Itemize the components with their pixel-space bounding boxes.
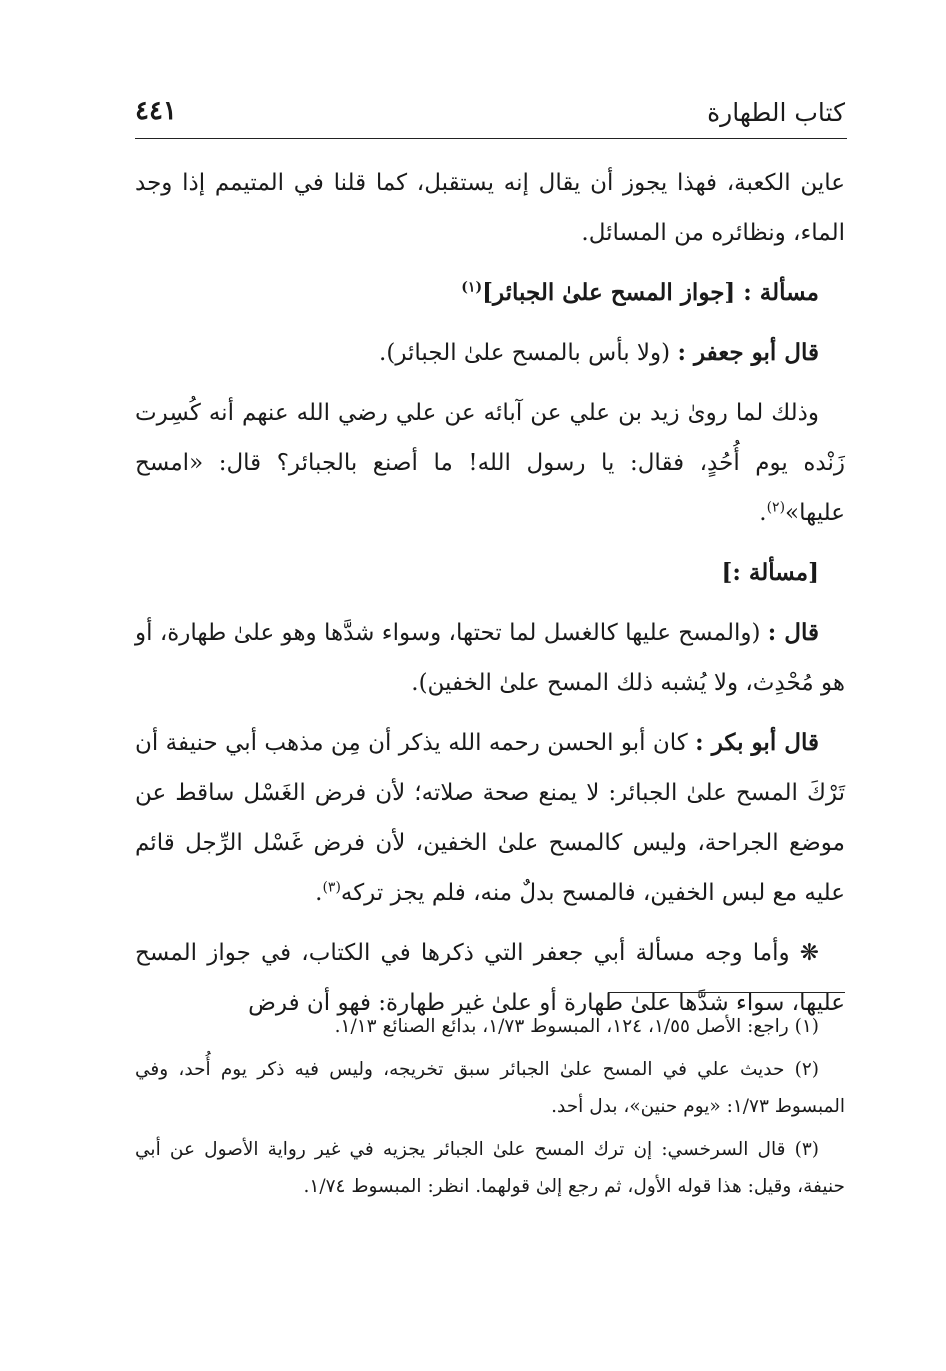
section-heading-1: مسألة : [جواز المسح علىٰ الجبائر]$^{(١)}$ xyxy=(461,279,819,306)
speaker-label: قال أبو جعفر : xyxy=(677,339,819,366)
paragraph-explanation: ❋ وأما وجه مسألة أبي جعفر التي ذكرها في الكتاب، في جواز المسح عليها، سواء شدَّها علىٰ طهارة أو علىٰ غير طهارة: فهو أن فرض xyxy=(135,940,845,1016)
footnotes xyxy=(135,1008,845,1211)
paragraph-narration: وذلك لما روىٰ زيد بن علي عن آبائه عن علي رضي الله عنهم أنه كُسِرت زَنْده يوم أُحُدٍ، فقال: يا رسول الله! ما أصنع بالجبائر؟ قال: «امسح عليها»$^{(٢)}$. xyxy=(135,400,845,526)
speaker-label: قال : xyxy=(767,619,820,646)
footnote-divider xyxy=(608,992,845,993)
footnote-ref-2[interactable]: (٢) xyxy=(766,499,786,516)
running-header xyxy=(135,90,845,138)
paragraph-abu-bakr: قال أبو بكر : كان أبو الحسن رحمه الله يذكر أن مِن مذهب أبي حنيفة أن تَرْكَ المسح علىٰ الجبائر: لا يمنع صحة صلاته؛ لأن فرض الغَسْل ساقط عن موضع الجراحة، وليس كالمسح علىٰ الخفين، لأن فرض غَسْل الرِّجل قائم عليه مع لبس الخفين، فالمسح بدلٌ منه، فلم يجز تركه$^{(٣)}$. xyxy=(135,729,845,906)
speaker-label: قال أبو بكر : xyxy=(695,729,819,756)
header-divider xyxy=(135,138,847,139)
footnote-1: (١) راجع: الأصل ١/٥٥، ١٢٤، المبسوط ١/٧٣، بدائع الصنائع ١/١٣. xyxy=(334,1016,819,1037)
main-text xyxy=(135,158,845,1038)
paragraph-continuation: عاين الكعبة، فهذا يجوز أن يقال إنه يستقبل، كما قلنا في المتيمم إذا وجد الماء، ونظائره من المسائل. xyxy=(135,170,845,246)
footnote-3: (٣) قال السرخسي: إن ترك المسح علىٰ الجبائر يجزيه في غير رواية الأصول عن أبي حنيفة، وقيل: هذا قوله الأول، ثم رجع إلىٰ قولهما. انظر: المبسوط ١/٧٤. xyxy=(135,1139,845,1197)
page-number: ٤٤١ xyxy=(135,96,177,126)
running-title: كتاب الطهارة xyxy=(707,98,845,127)
paragraph-qala: قال : (والمسح عليها كالغسل لما تحتها، وسواء شدَّها وهو علىٰ طهارة، أو هو مُحْدِث، ولا يُشبه ذلك المسح علىٰ الخفين). xyxy=(135,619,845,696)
footnote-ref-3[interactable]: (٣) xyxy=(322,879,341,896)
footnote-2: (٢) حديث علي في المسح علىٰ الجبائر سبق تخريجه، وليس فيه ذكر يوم أُحد، وفي المبسوط ١/٧٣: «يوم حنين»، بدل أحد. xyxy=(135,1059,845,1117)
section-heading-2: [مسألة :] xyxy=(721,559,819,586)
paragraph-abu-jafar: قال أبو جعفر : (ولا بأس بالمسح علىٰ الجبائر). xyxy=(379,339,819,366)
footnote-ref-1[interactable]: (١) xyxy=(461,279,483,296)
